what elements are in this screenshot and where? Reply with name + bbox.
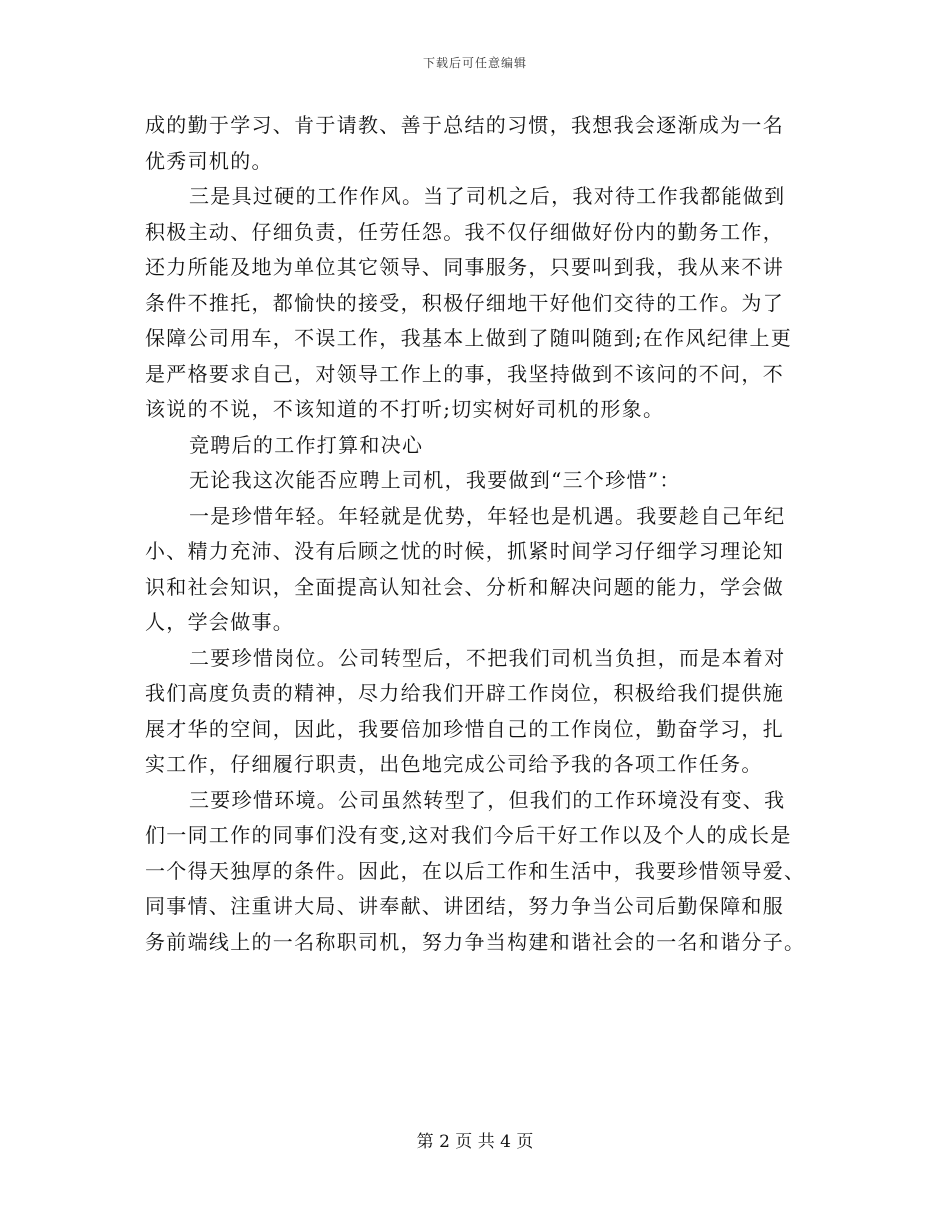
body-line: 是严格要求自己，对领导工作上的事，我坚持做到不该问的不问，不 (145, 361, 784, 386)
body-line: 积极主动、仔细负责，任劳任怨。我不仅仔细做好份内的勤务工作， (145, 219, 784, 244)
body-line: 识和社会知识，全面提高认知社会、分析和解决问题的能力，学会做 (145, 574, 784, 599)
body-line: 一个得天独厚的条件。因此，在以后工作和生活中，我要珍惜领导爱、 (145, 858, 806, 883)
page-header: 下载后可任意编辑 (422, 56, 527, 70)
body-line: 成的勤于学习、肯于请教、善于总结的习惯，我想我会逐渐成为一名 (145, 113, 784, 137)
body-line: 展才华的空间，因此，我要倍加珍惜自己的工作岗位，勤奋学习，扎 (145, 716, 784, 741)
paragraph-start: 三要珍惜环境。公司虽然转型了，但我们的工作环境没有变、我 (189, 787, 786, 812)
paragraph-start: 二要珍惜岗位。公司转型后，不把我们司机当负担，而是本着对 (189, 645, 786, 670)
body-line: 我们高度负责的精神，尽力给我们开辟工作岗位，积极给我们提供施 (145, 681, 784, 705)
body-line: 保障公司用车，不误工作，我基本上做到了随叫随到;在作风纪律上更 (145, 326, 793, 350)
body-line: 们一同工作的同事们没有变,这对我们今后干好工作以及个人的成长是 (145, 823, 792, 847)
body-line: 优秀司机的。 (145, 148, 273, 173)
body-line: 务前端线上的一名称职司机，努力争当构建和谐社会的一名和谐分子。 (145, 929, 806, 954)
document-body (145, 108, 815, 960)
section-heading: 竞聘后的工作打算和决心 (189, 432, 424, 457)
paragraph-start: 一是珍惜年轻。年轻就是优势，年轻也是机遇。我要趁自己年纪 (189, 503, 786, 528)
body-line: 人，学会做事。 (145, 610, 295, 634)
body-line: 还力所能及地为单位其它领导、同事服务，只要叫到我，我从来不讲 (145, 255, 784, 279)
body-line: 该说的不说，不该知道的不打听;切实树好司机的形象。 (145, 397, 665, 421)
body-line: 实工作，仔细履行职责，出色地完成公司给予我的各项工作任务。 (145, 752, 763, 776)
body-line: 条件不推托，都愉快的接受，积极仔细地干好他们交待的工作。为了 (145, 290, 784, 315)
page-number: 第 2 页 共 4 页 (416, 1132, 534, 1152)
paragraph-start: 无论我这次能否应聘上司机，我要做到“三个珍惜”： (189, 468, 681, 492)
paragraph-start: 三是具过硬的工作作风。当了司机之后，我对待工作我都能做到 (189, 184, 786, 208)
body-line: 小、精力充沛、没有后顾之忧的时候，抓紧时间学习仔细学习理论知 (145, 539, 784, 563)
body-line: 同事情、注重讲大局、讲奉献、讲团结，努力争当公司后勤保障和服 (145, 894, 784, 918)
